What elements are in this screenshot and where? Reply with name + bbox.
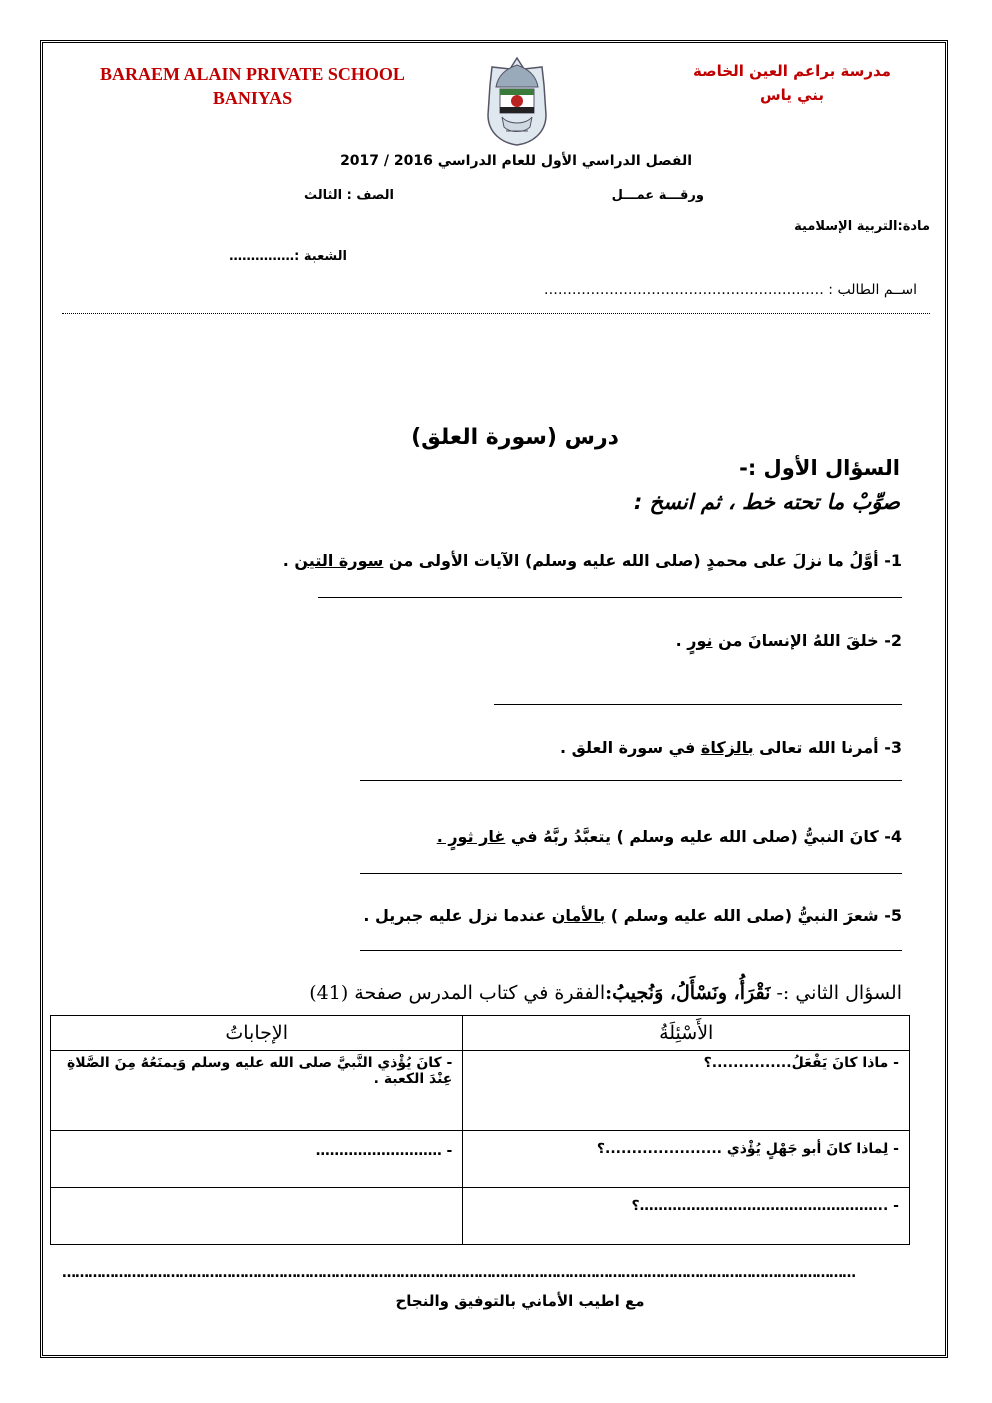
school-city-ar: بني ياس [759, 86, 825, 104]
subject-label: مادة:التربية الإسلامية [794, 219, 930, 234]
school-name-ar: مدرسة براعم العين الخاصة [693, 62, 891, 80]
q1-item-3-underlined: بالزكاة [700, 738, 754, 757]
col-header-questions: الأَسْئِلَةُ [463, 1016, 910, 1051]
student-name-field[interactable]: اســم الطالب : …………………………………………………… [543, 282, 917, 298]
q1-item-5: 5- شعرَ النبيُّ (صلى الله عليه وسلم ) بالأمان عندما نزل عليه جبريل . [363, 906, 902, 925]
school-logo [484, 55, 550, 147]
table-row [51, 1131, 910, 1188]
q1-item-2: 2- خلقَ اللهُ الإنسانَ من نورٍ . [675, 631, 902, 650]
answer-line-2[interactable] [494, 704, 902, 705]
q1-item-3: 3- أمرنا الله تعالى بالزكاة في سورة العلق . [559, 738, 902, 757]
col-header-answers: الإجاباتُ [51, 1016, 463, 1051]
question-cell-2: - لِماذا كانَ أبو جَهْلٍ يُؤْذي ......................؟ [463, 1131, 910, 1188]
grade-label: الصف : الثالث [303, 188, 394, 203]
q1-title: السؤال الأول :- [739, 456, 900, 480]
table-row [51, 1051, 910, 1131]
worksheet-label: ورقـــة عمـــل [611, 188, 704, 203]
answer-line-1[interactable] [318, 597, 902, 598]
school-name-en: BARAEM ALAIN PRIVATE SCHOOL [100, 64, 405, 84]
q1-item-2-underlined: نورٍ [687, 631, 713, 650]
q1-item-1: 1- أوَّلُ ما نزلَ على محمدٍ (صلى الله عليه وسلم) الآيات الأولى من سورة التين . [282, 551, 902, 570]
answer-cell-3[interactable] [51, 1188, 463, 1245]
table-row [51, 1188, 910, 1245]
q1-item-4: 4- كانَ النبيُّ (صلى الله عليه وسلم ) يتعبَّدُ ربَّهُ في غار ثورٍ . [436, 827, 902, 846]
answer-cell-2[interactable]: - ……………………… [51, 1131, 463, 1188]
q1-item-4-underlined: غار ثورٍ . [436, 827, 506, 846]
footer-dots: ………………………………………………………………………………………………………………………………………………………………… [62, 1265, 855, 1281]
school-city-en: BANIYAS [212, 88, 293, 108]
answer-line-3[interactable] [360, 780, 902, 781]
q1-item-5-underlined: بالأمان [551, 906, 606, 925]
qa-table [50, 1015, 910, 1245]
answer-line-4[interactable] [360, 873, 902, 874]
header-divider [62, 313, 930, 314]
term-label: الفصل الدراسي الأول للعام الدراسي 2016 / 2017 [340, 153, 692, 169]
question-cell-3: - ..……………………………………………؟ [463, 1188, 910, 1245]
lesson-title: درس (سورة العلق) [411, 425, 619, 450]
section-field[interactable]: الشعبة :…………… [229, 249, 347, 264]
answer-line-5[interactable] [360, 950, 902, 951]
footer-wish: مع اطيب الأماني بالتوفيق والنجاح [395, 1292, 645, 1310]
q2-title: السؤال الثاني :- نَقْرَأُ، ونَسْأَلُ، وَنُجيبُ:الفقرة في كتاب المدرس صفحة (41) [309, 982, 902, 1004]
q1-item-1-underlined: سورة التين [294, 551, 384, 570]
answer-cell-1[interactable]: - كانَ يُؤْذي النَّبيَّ صلى الله عليه وسلم وَيمنَعُهُ مِنَ الصَّلاةِ عِنْدَ الكعبة . [51, 1051, 463, 1131]
q1-instruction: صوِّبْ ما تحته خط ، ثم انسخ : [633, 490, 900, 514]
question-cell-1: - ماذا كانَ يَفْعَلُ...............؟ [463, 1051, 910, 1131]
